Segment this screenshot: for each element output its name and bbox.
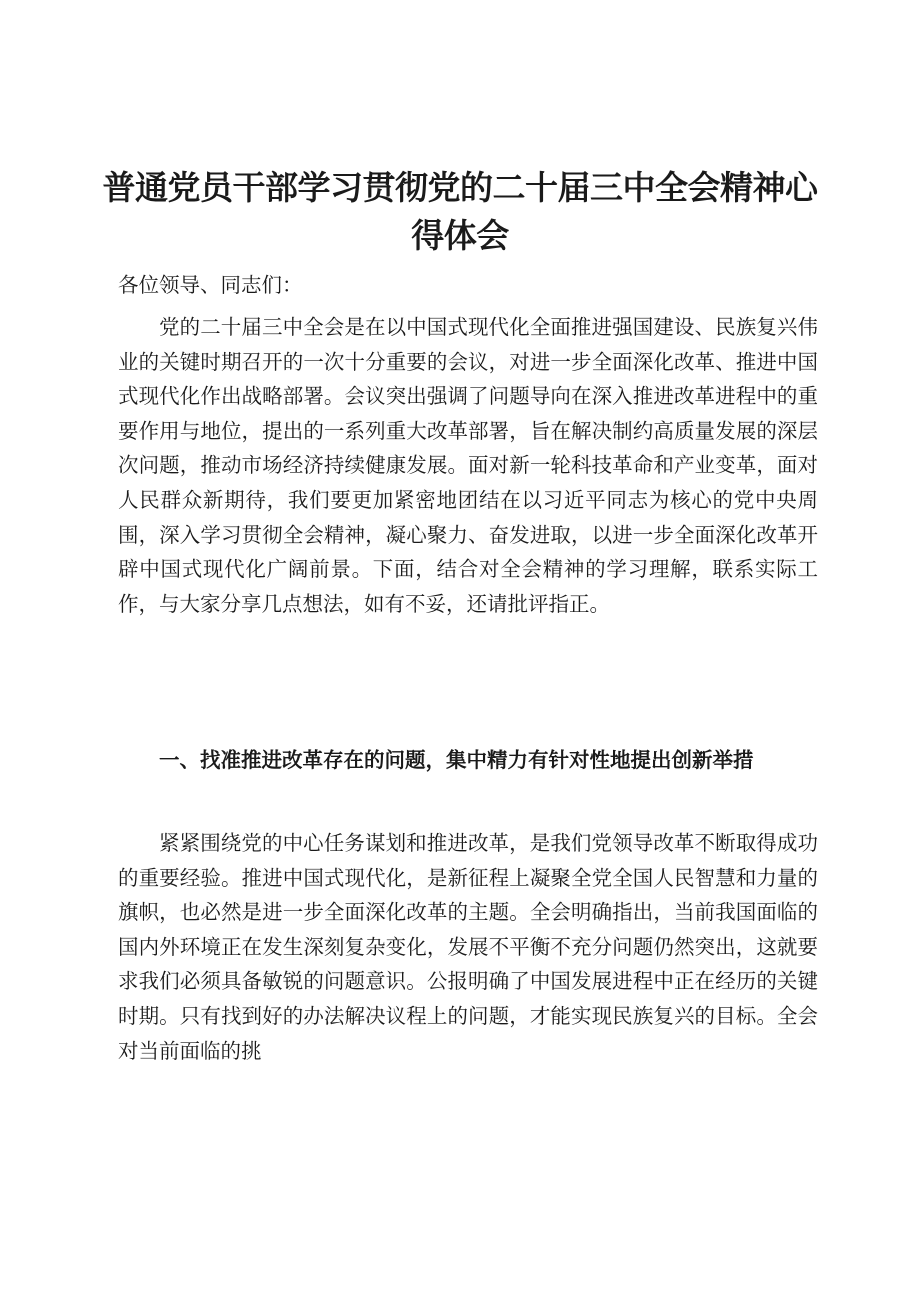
section-heading-1: 一、找准推进改革存在的问题，集中精力有针对性地提出创新举措 [159,748,754,772]
paragraph-section-1: 紧紧围绕党的中心任务谋划和推进改革，是我们党领导改革不断取得成功的重要经验。推进中国式现代化，是新征程上凝聚全党全国人民智慧和力量的旗帜，也必然是进一步全面深化改革的主题。全会明确指出，当前我国面临的国内外环境正在发生深刻复杂变化，发展不平衡不充分问题仍然突出，这就要求我们必须具备敏锐的问题意识。公报明确了中国发展进程中正在经历的关键时期。只有找到好的办法解决议程上的问题，才能实现民族复兴的目标。全会对当前面临的挑 [118,831,818,1063]
paragraph-intro: 党的二十届三中全会是在以中国式现代化全面推进强国建设、民族复兴伟业的关键时期召开的一次十分重要的会议，对进一步全面深化改革、推进中国式现代化作出战略部署。会议突出强调了问题导向在深入推进改革进程中的重要作用与地位，提出的一系列重大改革部署，旨在解决制约高质量发展的深层次问题，推动市场经济持续健康发展。面对新一轮科技革命和产业变革，面对人民群众新期待，我们要更加紧密地团结在以习近平同志为核心的党中央周围，深入学习贯彻全会精神，凝心聚力、奋发进取，以进一步全面深化改革开辟中国式现代化广阔前景。下面，结合对全会精神的学习理解，联系实际工作，与大家分享几点想法，如有不妥，还请批评指正。 [118,315,818,616]
document-title: 普通党员干部学习贯彻党的二十届三中全会精神心得体会 [102,168,818,255]
salutation: 各位领导、同志们： [118,273,303,297]
